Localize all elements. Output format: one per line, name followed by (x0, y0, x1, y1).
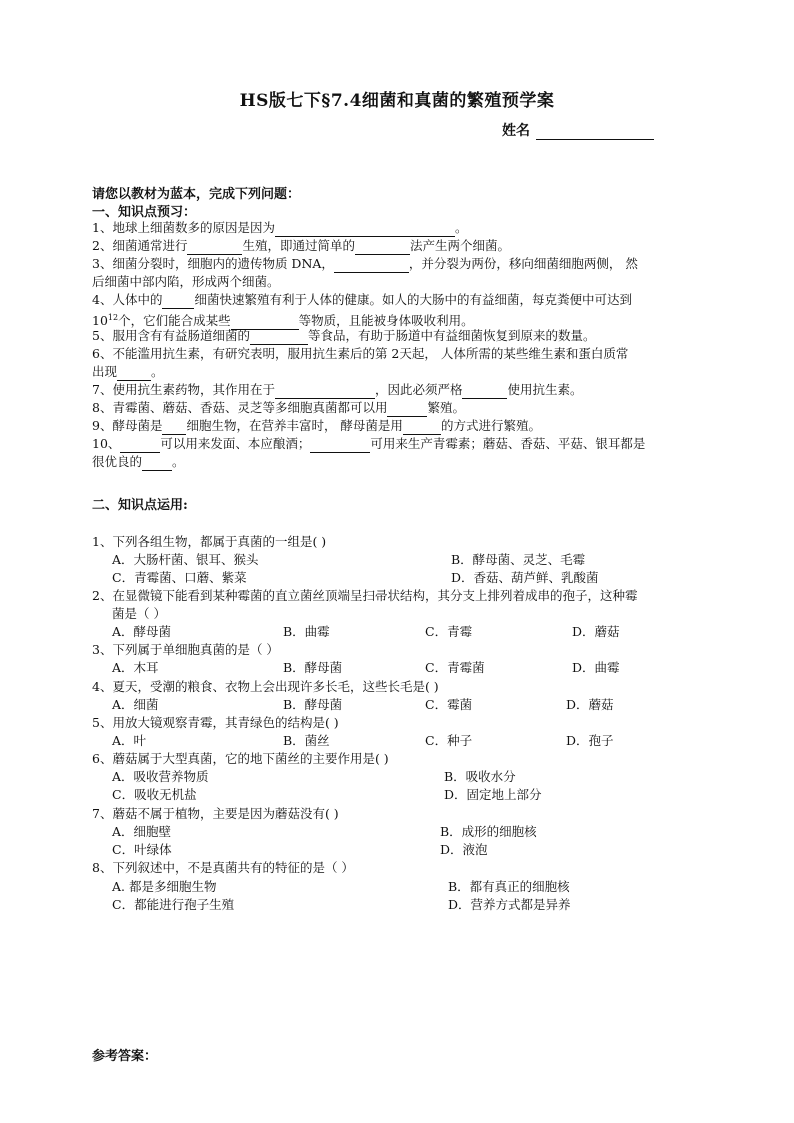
fill-blank[interactable] (120, 440, 160, 453)
fill-blank[interactable] (387, 404, 427, 417)
s2-q2-option-a[interactable]: A．酵母菌 (112, 624, 172, 639)
fill-blank[interactable] (275, 224, 455, 237)
s2-q7-option-a[interactable]: A．细胞壁 (112, 824, 172, 839)
s2-q3-stem: 3、下列属于单细胞真菌的是（ ） (92, 642, 279, 657)
s2-q1-option-a[interactable]: A．大肠杆菌、银耳、猴头 (112, 552, 259, 567)
s1-q3-cont: 后细菌中部内陷，形成两个细菌。 (92, 274, 280, 289)
fill-blank[interactable] (310, 440, 370, 453)
s1-q4: 4、人体中的 细菌快速繁殖有利于人体的健康。如人的大肠中的有益细菌，每克粪便中可达到 (92, 292, 632, 307)
s2-q7-option-c[interactable]: C．叶绿体 (112, 842, 172, 857)
s2-q2-stem: 2、在显微镜下能看到某种霉菌的直立菌丝顶端呈扫帚状结构，其分支上排列着成串的孢子，这种霉 (92, 588, 638, 603)
s1-q1: 1、地球上细菌数多的原因是因为 。 (92, 220, 468, 235)
answers-label: 参考答案： (92, 1049, 158, 1064)
s2-q6-option-a[interactable]: A．吸收营养物质 (112, 769, 209, 784)
s1-q2: 2、细菌通常进行 生殖，即通过简单的 法产生两个细菌。 (92, 238, 510, 253)
s1-q6-cont: 出现 。 (92, 364, 164, 379)
s2-q2-stem-cont: 菌是（ ） (112, 606, 166, 621)
s2-q7-stem: 7、蘑菇不属于植物，主要是因为蘑菇没有( ) (92, 806, 339, 821)
name-field (502, 120, 654, 140)
s2-q1-option-c[interactable]: C．青霉菌、口蘑、紫菜 (112, 570, 247, 585)
s2-q6-option-d[interactable]: D．固定地上部分 (444, 787, 542, 802)
s2-q8-stem: 8、下列叙述中，不是真菌共有的特征的是（ ） (92, 860, 354, 875)
page-title: HS版七下§7.4细菌和真菌的繁殖预学案 (239, 91, 555, 111)
s2-q6-stem: 6、蘑菇属于大型真菌，它的地下菌丝的主要作用是( ) (92, 751, 389, 766)
s2-q6-option-c[interactable]: C．吸收无机盐 (112, 787, 197, 802)
instruction: 请您以教材为蓝本，完成下列问题： (92, 187, 301, 202)
s1-q6: 6、不能滥用抗生素，有研究表明，服用抗生素后的第 2天起， 人体所需的某些维生素和蛋白质常 (92, 346, 629, 361)
s2-q5-option-b[interactable]: B．菌丝 (283, 733, 330, 748)
s2-q7-option-d[interactable]: D．液泡 (440, 842, 488, 857)
fill-blank[interactable] (142, 458, 172, 471)
fill-blank[interactable] (162, 296, 194, 309)
s1-q5: 5、服用含有有益肠道细菌的 等食品，有助于肠道中有益细菌恢复到原来的数量。 (92, 328, 596, 343)
s2-q2-option-b[interactable]: B．曲霉 (283, 624, 330, 639)
s2-q5-option-c[interactable]: C．种子 (425, 733, 473, 748)
s2-q4-stem: 4、夏天，受潮的粮食、衣物上会出现许多长毛，这些长毛是( ) (92, 679, 439, 694)
section1-heading: 一、知识点预习： (92, 205, 197, 220)
section2-heading: 二、知识点运用: (92, 498, 188, 513)
name-label: 姓名 (502, 123, 530, 139)
fill-blank[interactable] (162, 422, 186, 435)
s2-q8-option-a[interactable]: A. 都是多细胞生物 (112, 879, 217, 894)
s2-q3-option-a[interactable]: A．木耳 (112, 660, 159, 675)
fill-blank[interactable] (355, 242, 410, 255)
fill-blank[interactable] (334, 260, 409, 273)
fill-blank[interactable] (403, 422, 441, 435)
s2-q1-option-d[interactable]: D．香菇、葫芦鲜、乳酸菌 (451, 570, 599, 585)
s2-q4-option-d[interactable]: D．蘑菇 (566, 697, 614, 712)
s2-q5-option-d[interactable]: D．孢子 (566, 733, 614, 748)
s2-q3-option-b[interactable]: B．酵母菌 (283, 660, 343, 675)
s2-q6-option-b[interactable]: B．吸收水分 (444, 769, 516, 784)
s1-q10: 10、 可以用来发面、本应酿酒； 可用来生产青霉素；蘑菇、香菇、平菇、银耳都是 (92, 436, 646, 451)
name-blank[interactable] (536, 126, 654, 140)
fill-blank[interactable] (250, 332, 308, 345)
fill-blank[interactable] (117, 368, 151, 381)
s2-q2-option-d[interactable]: D．蘑菇 (572, 624, 620, 639)
s2-q7-option-b[interactable]: B．成形的细胞核 (440, 824, 537, 839)
fill-blank[interactable] (187, 242, 242, 255)
s1-q3: 3、细菌分裂时，细胞内的遗传物质 DNA， ，并分裂为两份，移向细菌细胞两侧， 然 (92, 256, 638, 271)
s2-q4-option-b[interactable]: B．酵母菌 (283, 697, 343, 712)
s1-q9: 9、酵母菌是 细胞生物，在营养丰富时， 酵母菌是用 的方式进行繁殖。 (92, 418, 541, 433)
s1-q4-cont: $10^{12}$个，它们能合成某些 等物质，且能被身体吸收利用。 (92, 313, 474, 329)
s2-q4-option-a[interactable]: A．细菌 (112, 697, 159, 712)
s2-q1-stem: 1、下列各组生物，都属于真菌的一组是( ) (92, 534, 327, 549)
fill-blank[interactable] (275, 386, 375, 399)
s2-q4-option-c[interactable]: C．霉菌 (425, 697, 473, 712)
s1-q7: 7、使用抗生素药物，其作用在于 ，因此必须严格 使用抗生素。 (92, 382, 583, 397)
s1-q8: 8、青霉菌、蘑菇、香菇、灵芝等多细胞真菌都可以用 繁殖。 (92, 400, 465, 415)
s2-q8-option-c[interactable]: C．都能进行孢子生殖 (112, 897, 235, 912)
fill-blank[interactable] (462, 386, 507, 399)
s2-q5-stem: 5、用放大镜观察青霉，其青绿色的结构是( ) (92, 715, 339, 730)
s2-q2-option-c[interactable]: C．青霉 (425, 624, 473, 639)
s2-q8-option-d[interactable]: D．营养方式都是异养 (448, 897, 571, 912)
s2-q8-option-b[interactable]: B．都有真正的细胞核 (448, 879, 570, 894)
s1-q10-cont: 很优良的 。 (92, 454, 185, 469)
s2-q5-option-a[interactable]: A．叶 (112, 733, 147, 748)
s2-q3-option-c[interactable]: C．青霉菌 (425, 660, 485, 675)
s2-q3-option-d[interactable]: D．曲霉 (572, 660, 620, 675)
s2-q1-option-b[interactable]: B．酵母菌、灵芝、毛霉 (451, 552, 586, 567)
